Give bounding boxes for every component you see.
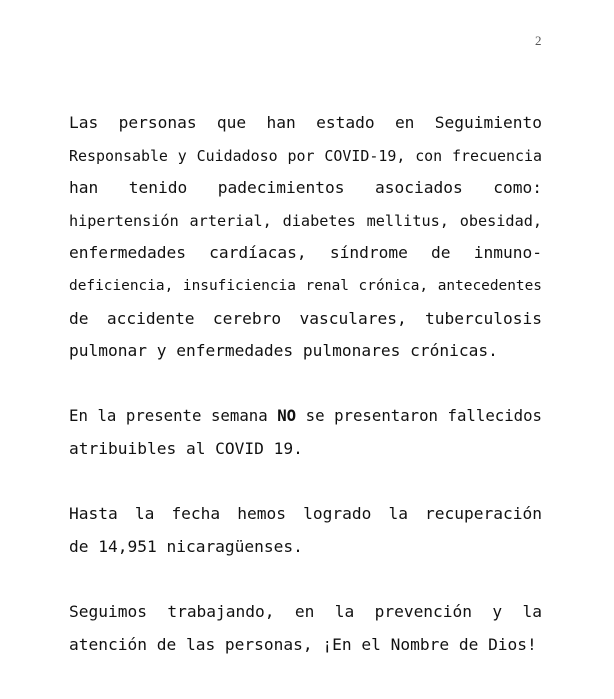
paragraph-line: Hasta la fecha hemos logrado la recuperación (69, 504, 542, 523)
paragraph-deaths (69, 400, 542, 465)
paragraph-line: Las personas que han estado en Seguimiento (69, 113, 542, 132)
paragraph-line: deficiencia, insuficiencia renal crónica, antecedentes (69, 277, 542, 294)
text-after-bold: se presentaron fallecidos (296, 406, 542, 425)
paragraph-line: de accidente cerebro vasculares, tuberculosis (69, 308, 542, 328)
paragraph-line: Seguimos trabajando, en la prevención y la (69, 602, 542, 621)
paragraph-line: han tenido padecimientos asociados como: (69, 178, 542, 198)
bold-no: NO (277, 406, 297, 425)
page-number: 2 (535, 33, 542, 48)
paragraph-line: atribuibles al COVID 19. (69, 438, 303, 458)
paragraph-line: de 14,951 nicaragüenses. (69, 536, 303, 556)
paragraph-line: enfermedades cardíacas, síndrome de inmuno- (69, 243, 542, 263)
paragraph-comorbidities (69, 107, 542, 368)
paragraph-closing (69, 596, 542, 661)
paragraph-line: hipertensión arterial, diabetes mellitus, obesidad, (69, 211, 542, 230)
paragraph-line: Responsable y Cuidadoso por COVID-19, con frecuencia (69, 146, 542, 165)
paragraph-line: atención de las personas, ¡En el Nombre de Dios! (69, 634, 537, 654)
paragraph-recoveries (69, 498, 542, 563)
paragraph-line: pulmonar y enfermedades pulmonares crónicas. (69, 341, 498, 361)
text-before-bold: En la presente semana (69, 406, 278, 425)
paragraph-line (69, 400, 542, 433)
